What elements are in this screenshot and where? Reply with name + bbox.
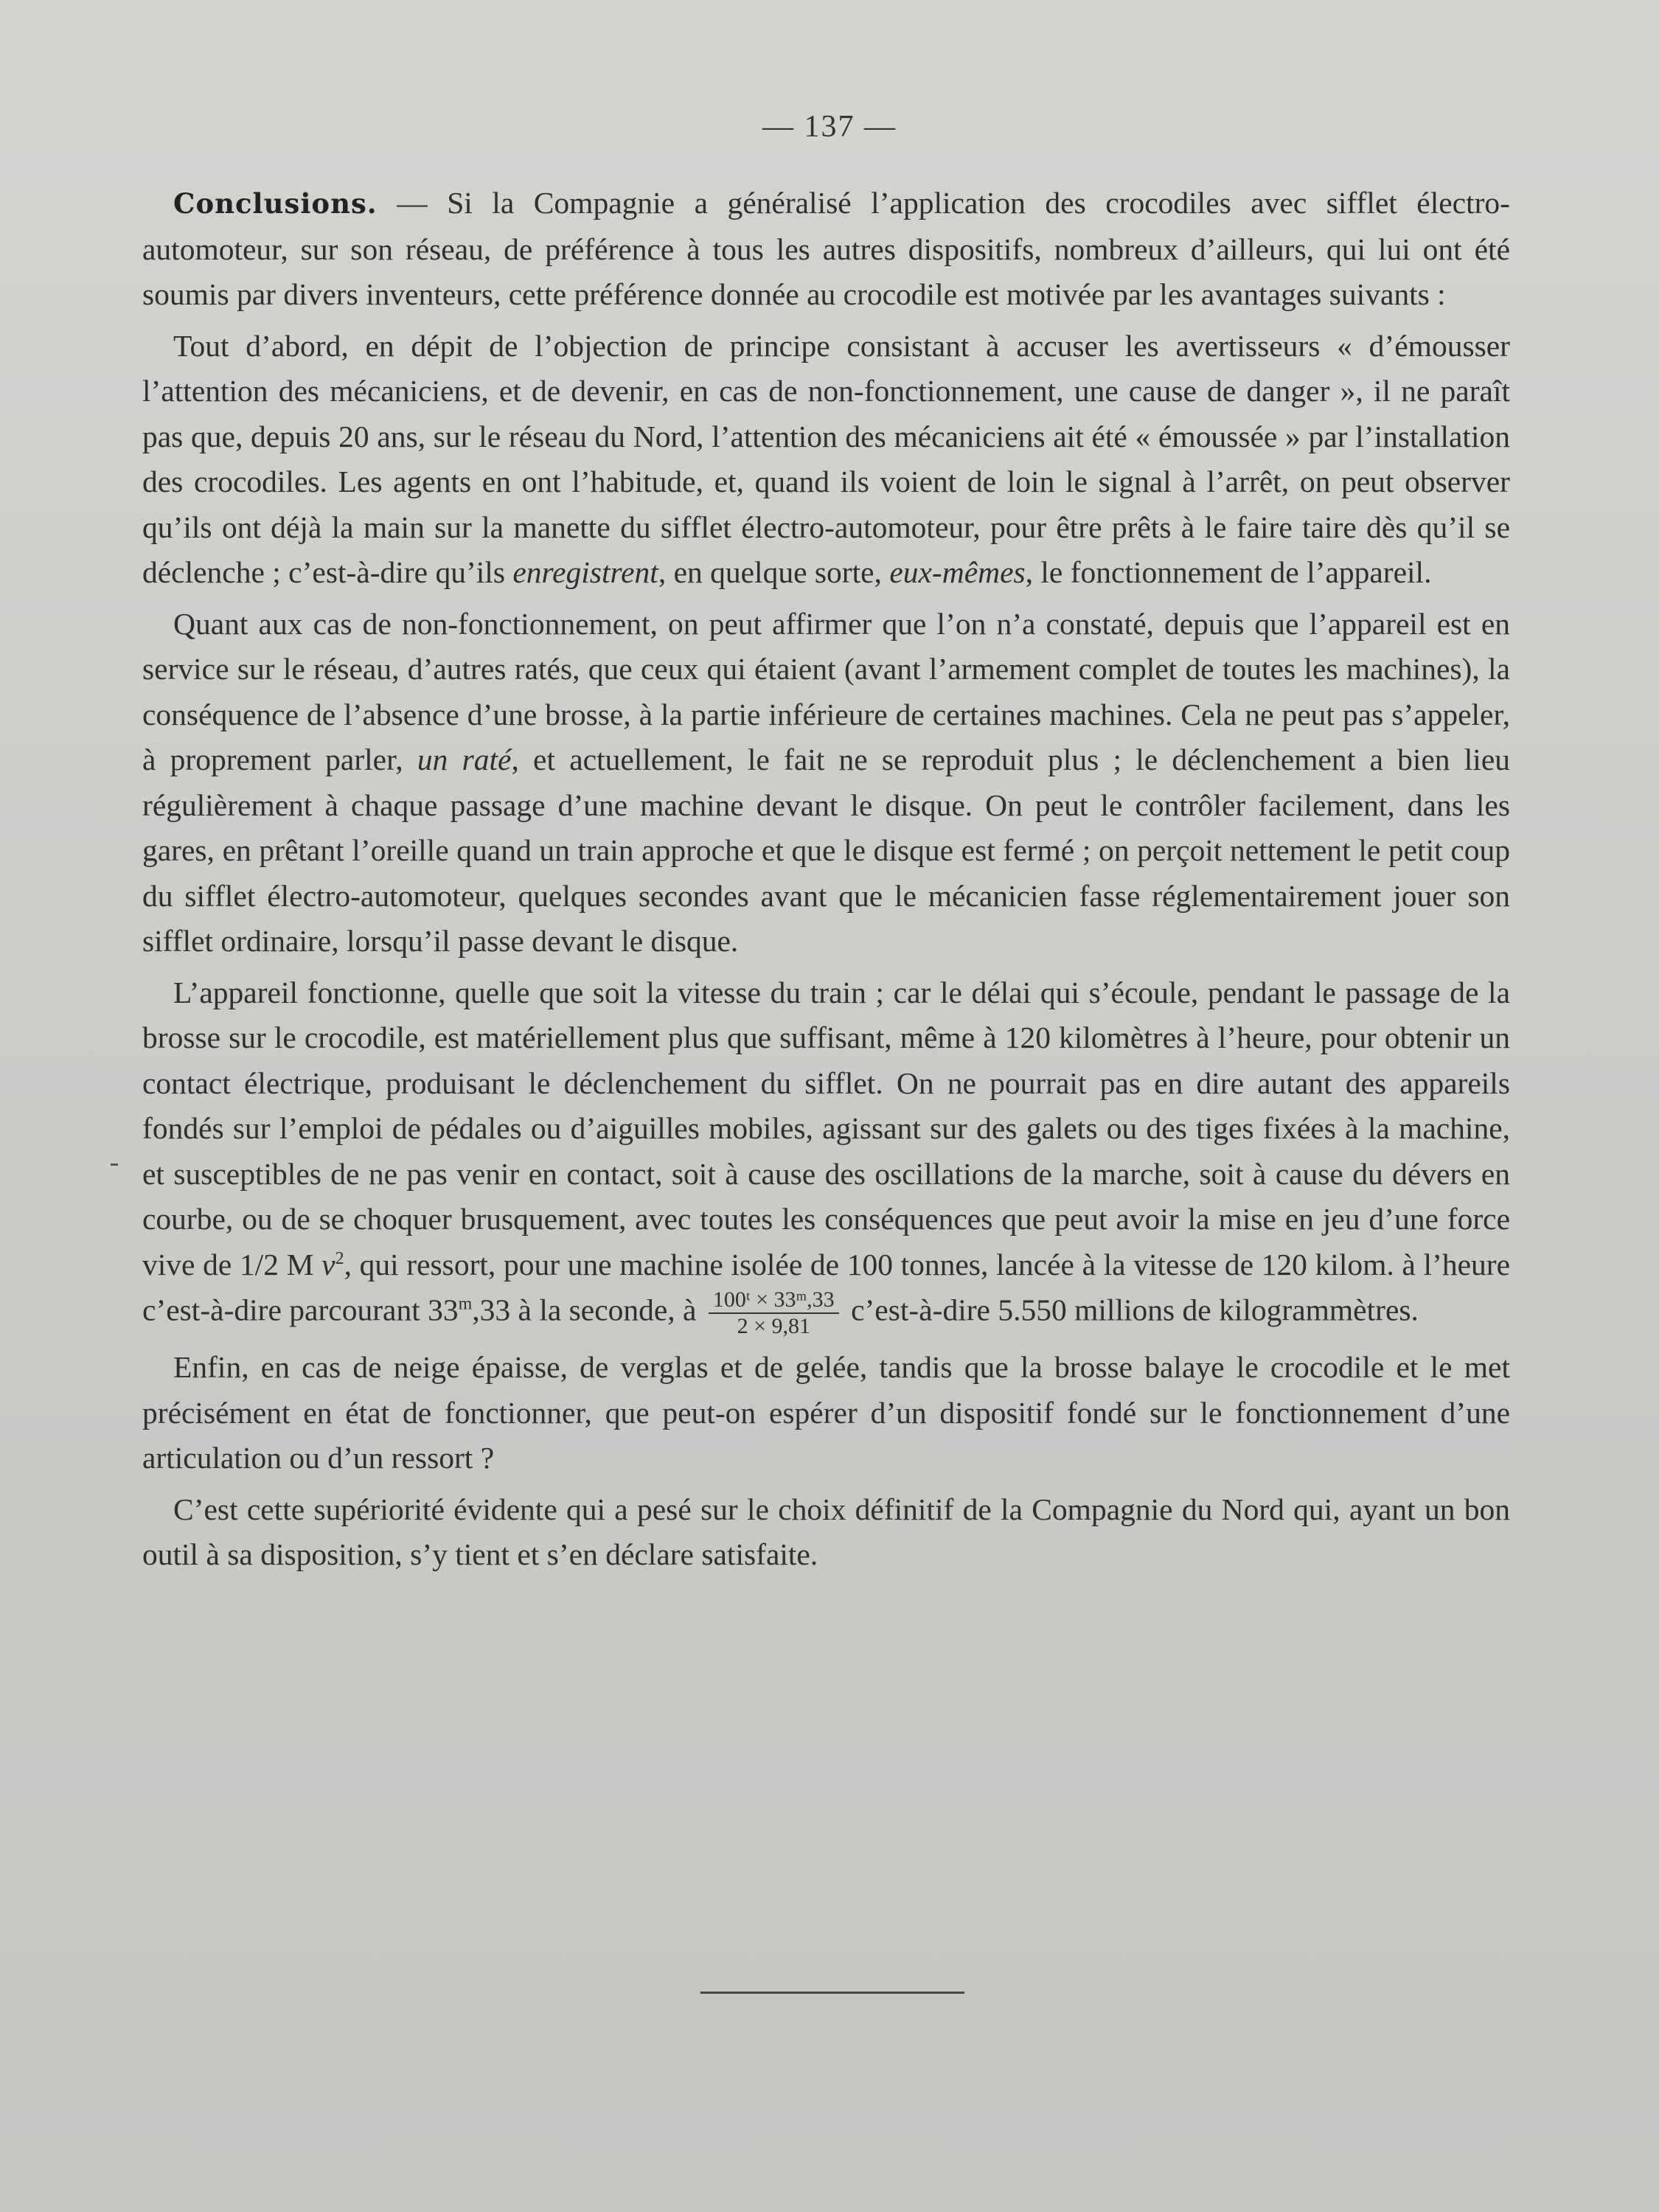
paragraph-text: Tout d’abord, en dépit de l’objection de principe consistant à accuser les avertisseurs « d’émousser l’attention des mécaniciens, et de devenir, en cas de non-fonctionnement, une cause de danger », il ne paraît pas que, depuis 20 ans, sur le réseau du Nord, l’attention des mécaniciens ait été « émoussée » par l’installation des crocodiles. Les agents en ont l’habitude, et, quand ils voient de loin le signal à l’arrêt, on peut observer qu’ils ont déjà la main sur la manette du sifflet électro-automoteur, pour être prêts à le faire taire dès qu’il se déclenche ; c’est-à-dire qu’ils [142,328,1510,589]
paragraph-text: L’appareil fonctionne, quelle que soit la vitesse du train ; car le délai qui s’écoule, pendant le passage de la brosse sur le crocodile, est matériellement plus que suffisant, même à 120 kilomètres à l’heure, pour obtenir un contact électrique, produisant le déclenchement du sifflet. On ne pourrait pas en dire autant des appareils fondés sur l’emploi de pédales ou d’aiguilles mobiles, agissant sur des galets ou des tiges fixées à la machine, et susceptibles de ne pas venir en contact, soit à cause des oscillations de la marche, soit à cause du dévers en courbe, ou de se choquer brusquement, avec toutes les conséquences que peut avoir la mise en jeu d’une force vive de 1/2 M [142,975,1510,1281]
fraction [709,1287,839,1339]
emphasis-text: enregistrent [512,555,658,589]
paragraph-text: c’est-à-dire 5.550 millions de kilogrammètres. [851,1293,1419,1327]
paragraph-superiorite [142,1487,1510,1578]
fraction-numerator: 100ᵗ × 33ᵐ,33 [709,1287,839,1314]
paragraph-text: ,33 à la seconde, à [472,1293,697,1327]
superscript: 2 [335,1248,344,1268]
margin-mark [111,1164,118,1166]
paragraph-text: — Si la Compagnie a généralisé l’application des crocodiles avec sifflet électro-automoteur, sur son réseau, de préférence à tous les autres dispositifs, nombreux d’ailleurs, qui lui ont été soumis par divers inventeurs, cette préférence donnée au crocodile est motivée par les avantages suivants : [142,186,1511,311]
superscript: m [458,1294,473,1314]
paragraph-text: Quant aux cas de non-fonctionnement, on peut affirmer que l’on n’a constaté, depuis que l’appareil est en service sur le réseau, d’autres ratés, que ceux qui étaient (avant l’armement complet de toutes les machines), la conséquence de l’absence d’une brosse, à la partie inférieure de certaines machines. Cela ne peut pas s’appeler, à proprement parler, [142,606,1510,776]
paragraph-text: , qui ressort, pour une machine isolée de 100 tonnes, lancée à la vitesse de 120 kilom. à l’heure c’est-à-dire parcourant 33 [142,1247,1511,1327]
emphasis-text: eux-mêmes [889,555,1026,589]
paragraph-vitesse [142,970,1510,1340]
end-rule [700,1992,964,1994]
emphasis-text: un raté [417,742,512,776]
page-number: — 137 — [762,110,897,144]
paragraph-text: , et actuellement, le fait ne se reproduit plus ; le déclenchement a bien lieu régulièrement à chaque passage d’une machine devant le disque. On peut le contrôler facilement, dans les gares, en prêtant l’oreille quand un train approche et que le disque est fermé ; on perçoit nettement le petit coup du sifflet électro-automoteur, quelques secondes avant que le mécanicien fasse réglementairement jouer son sifflet ordinaire, lorsqu’il passe devant le disque. [142,742,1510,958]
paragraph-neige [142,1345,1510,1481]
paragraph-conclusions [142,181,1510,318]
fraction-denominator: 2 × 9,81 [737,1314,810,1338]
paragraph-attention [142,324,1510,596]
variable-text: v [321,1247,335,1281]
paragraph-text: , le fonctionnement de l’appareil. [1025,555,1432,589]
section-heading: Conclusions. [173,187,378,220]
paragraph-non-fonctionnement [142,602,1510,964]
body-text [142,181,1510,1584]
paragraph-text: C’est cette supériorité évidente qui a pesé sur le choix définitif de la Compagnie du Nord qui, ayant un bon outil à sa disposition, s’y tient et s’en déclare satisfaite. [142,1492,1510,1571]
paragraph-text: Enfin, en cas de neige épaisse, de verglas et de gelée, tandis que la brosse balaye le crocodile et le met précisément en état de fonctionner, que peut-on espérer d’un dispositif fondé sur le fonctionnement d’une articulation ou d’un ressort ? [142,1350,1510,1475]
paragraph-text: , en quelque sorte, [658,555,882,589]
